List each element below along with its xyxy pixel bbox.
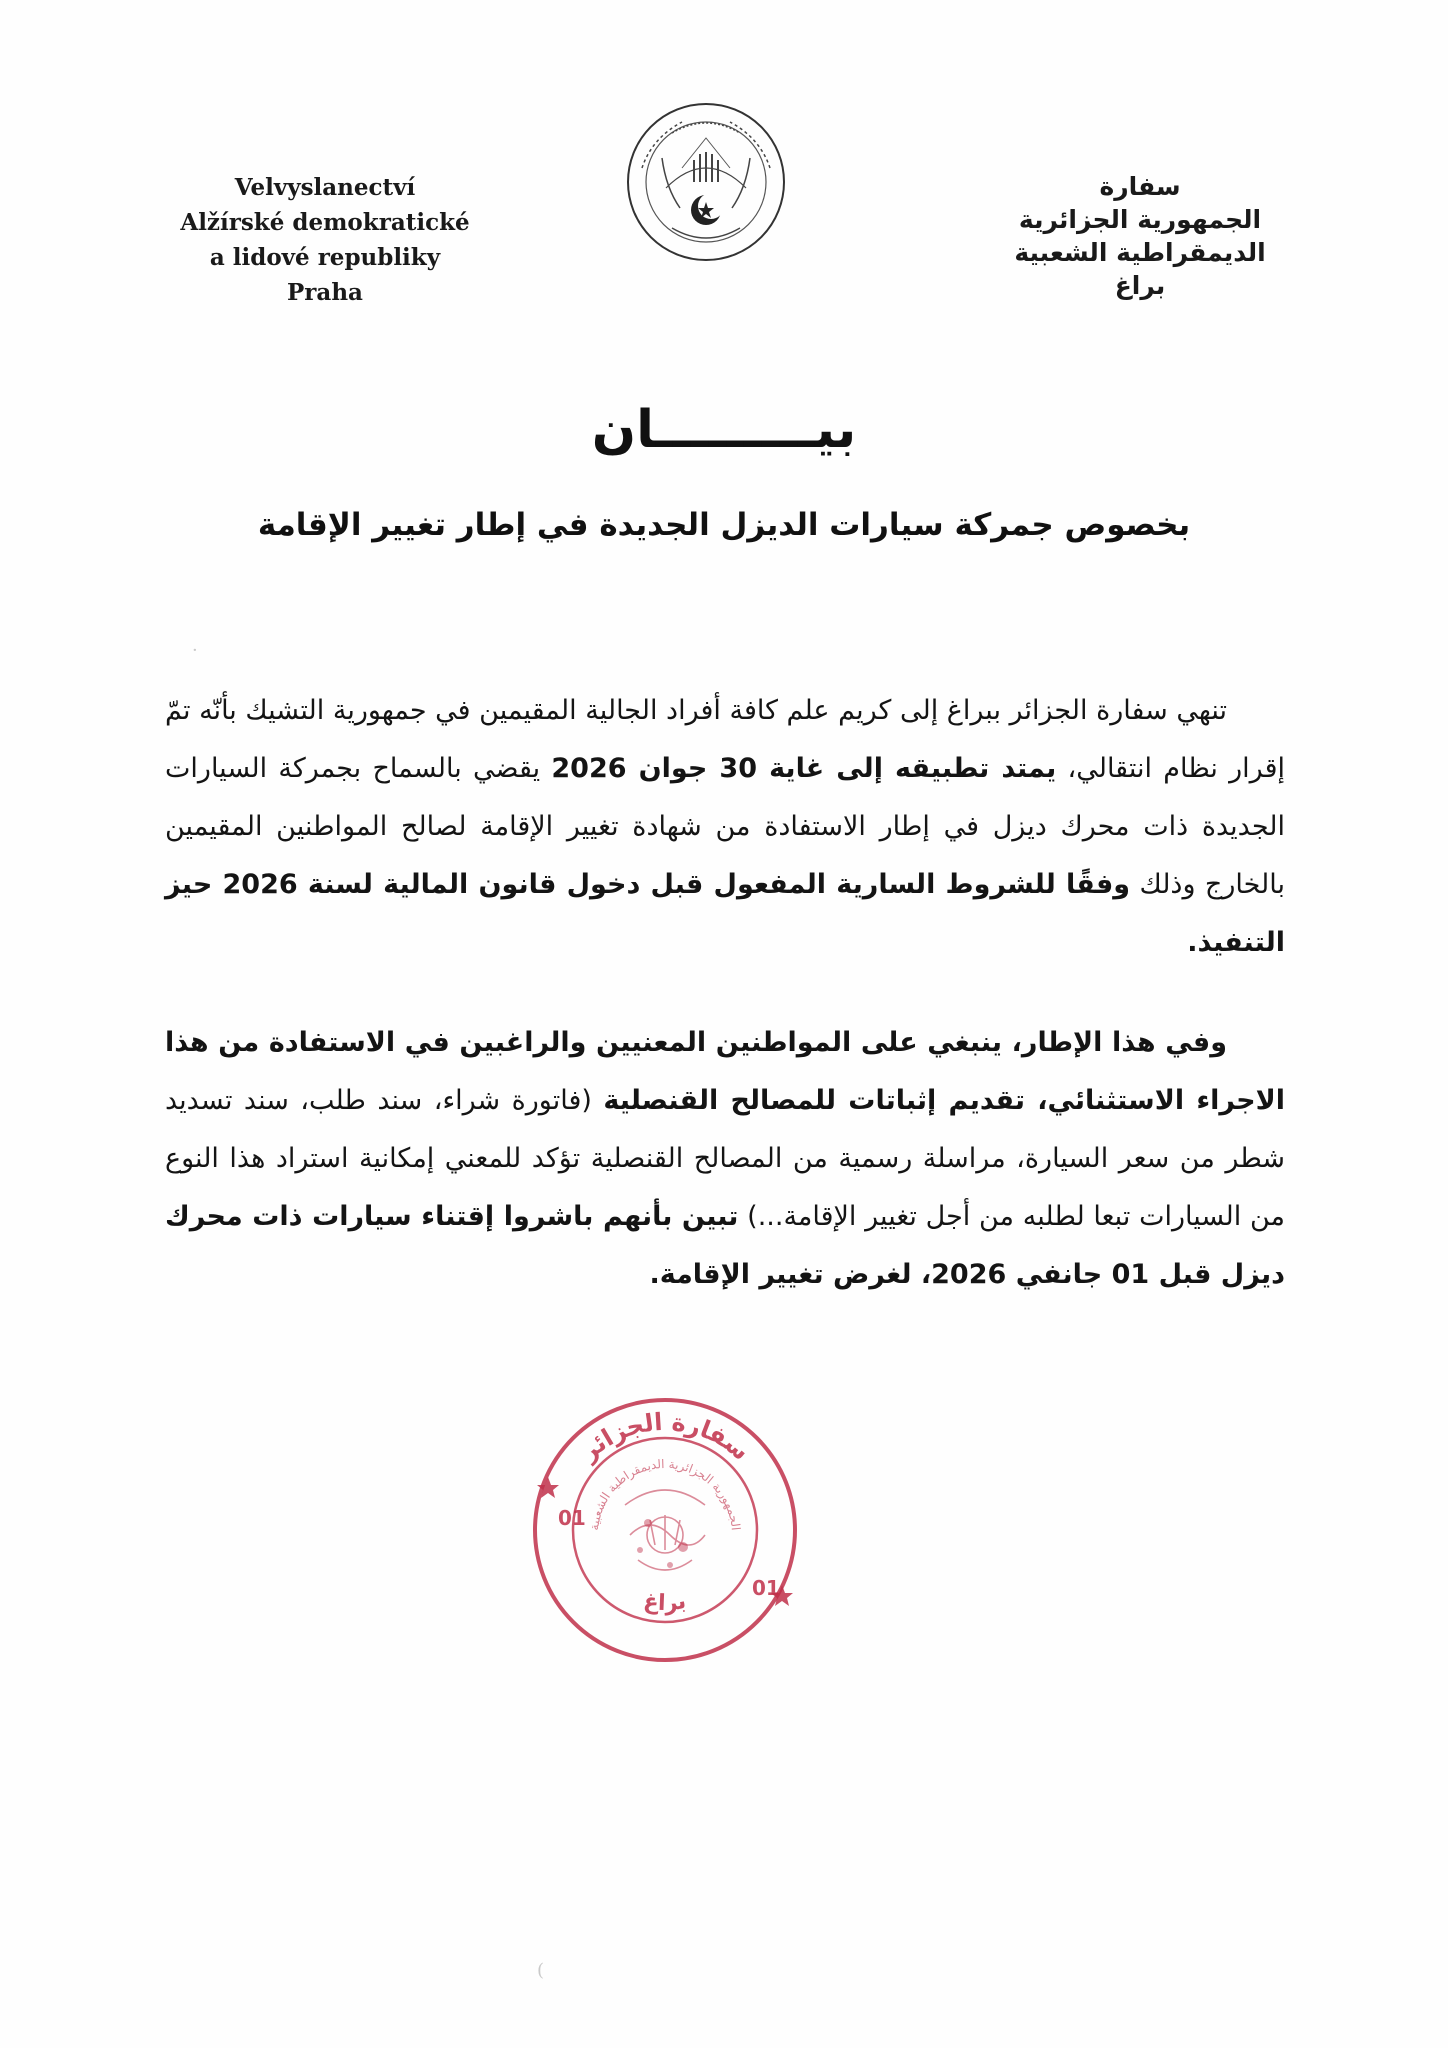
header-arabic-line: براغ [1114,271,1166,300]
paragraph-1-bold-deadline: يمتد تطبيقه إلى غاية 30 جوان 2026 [551,753,1057,784]
stamp-number-left: 01 [558,1506,586,1530]
header-arabic-line: الديمقراطية الشعبية [1014,238,1266,267]
document-subtitle: بخصوص جمركة سيارات الديزل الجديدة في إطار تغيير الإقامة [257,507,1191,543]
paragraph-2-bold-intro: وفي هذا الإطار، ينبغي على المواطنين المعنيين والراغبين في الاستفادة من هذا الاجراء الاستثنائي، تقديم إثباتات للمصالح القنصلية [165,1027,1285,1116]
paragraph-1-bold-conditions: وفقًا للشروط السارية المفعول قبل دخول قانون المالية لسنة 2026 حيز التنفيذ. [165,869,1285,958]
national-emblem-icon [622,98,790,266]
stamp-top-text: سفارة الجزائر [574,1407,755,1467]
header-latin-line: a lidové republiky [209,244,441,271]
header-arabic-line: سفارة [1099,172,1181,201]
scan-speck: ( [537,1960,545,1981]
paragraph-1-text-a: تنهي سفارة الجزائر ببراغ إلى كريم علم كافة أفراد الجالية المقيمين في جمهورية التشيك بأنّه تمّ إقرار نظام انتقالي، [165,695,1285,784]
header-latin-line: Velvyslanectví [234,174,416,201]
stamp-bottom-text: براغ [641,1588,689,1617]
document-title: بيـــــــــان [591,400,857,460]
embassy-header-latin [160,170,490,310]
header-latin-line: Praha [287,279,363,306]
embassy-header-arabic [1000,170,1280,302]
embassy-stamp-icon [520,1385,810,1675]
paragraph-2-bold-condition: تبين بأنهم باشروا إقتناء سيارات ذات محرك ديزل قبل 01 جانفي 2026، لغرض تغيير الإقامة. [165,1201,1285,1290]
stamp-number-right: 01 [752,1576,780,1600]
paragraph-2-text-documents: (فاتورة شراء، سند طلب، سند تسديد شطر من سعر السيارة، مراسلة رسمية من المصالح القنصلية تؤكد للمعني إمكانية استراد هذا النوع من السيارات تبعا لطلبه من أجل تغيير الإقامة...) [165,1085,1285,1232]
stamp-inner-text: الجمهورية الجزائرية الديمقراطية الشعبية [587,1456,743,1532]
paragraph-1 [165,682,1285,972]
paragraph-2 [165,1014,1285,1304]
scan-speck: · [192,640,198,661]
header-arabic-line: الجمهورية الجزائرية [1018,205,1262,234]
svg-text:براغ [642,1589,688,1617]
paragraph-1-text-b: يقضي بالسماح بجمركة السيارات الجديدة ذات محرك ديزل في إطار الاستفادة من شهادة تغيير الإقامة لصالح المواطنين المقيمين بالخارج وذلك [165,753,1285,900]
header-latin-line: Alžírské demokratické [180,209,470,236]
